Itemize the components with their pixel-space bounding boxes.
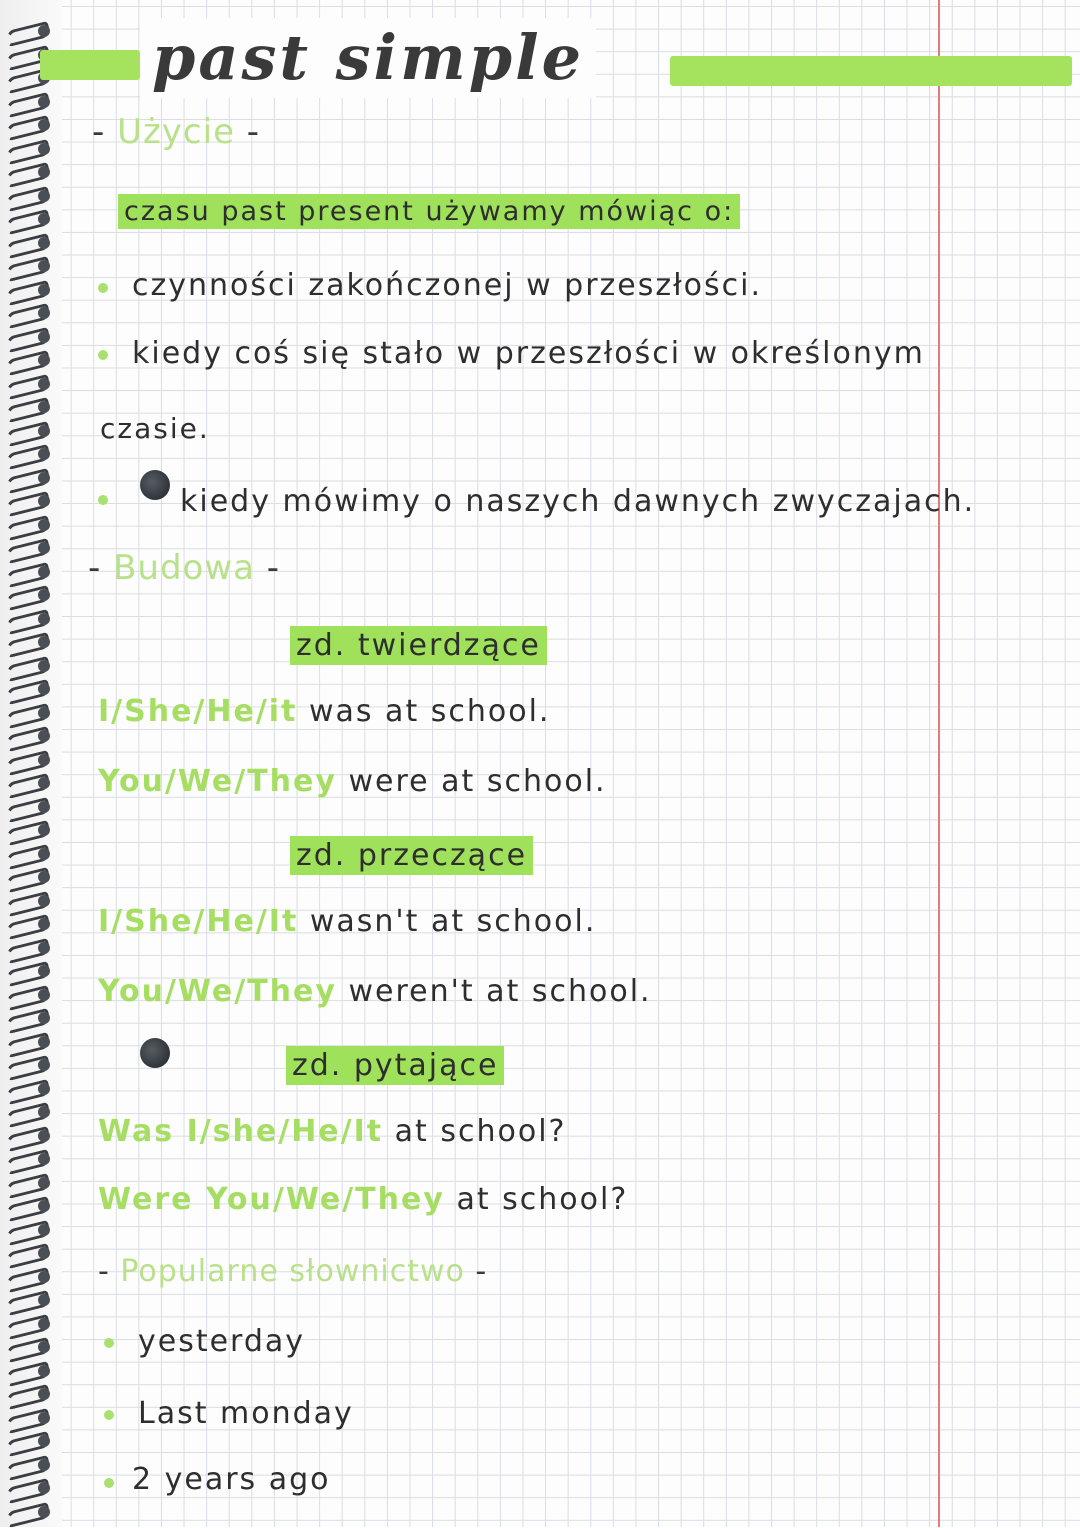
spiral-hole — [38, 96, 50, 108]
spiral-ring — [6, 24, 52, 38]
spiral-hole — [38, 566, 50, 578]
spiral-hole — [38, 989, 50, 1001]
vocab-item-1: yesterday — [138, 1324, 306, 1359]
spiral-hole — [38, 589, 50, 601]
spiral-ring — [6, 1011, 52, 1025]
spiral-hole — [38, 1247, 50, 1259]
spiral-hole — [38, 824, 50, 836]
usage-item-3: kiedy mówimy o naszych dawnych zwyczajach. — [180, 484, 976, 519]
spiral-hole — [38, 354, 50, 366]
spiral-ring — [6, 1364, 52, 1378]
spiral-ring — [6, 1293, 52, 1307]
spiral-hole — [38, 1130, 50, 1142]
spiral-ring — [6, 1411, 52, 1425]
spiral-hole — [38, 754, 50, 766]
spiral-ring — [6, 165, 52, 179]
spiral-hole — [38, 425, 50, 437]
spiral-hole — [38, 1083, 50, 1095]
spiral-hole — [38, 613, 50, 625]
question-row-1: Was I/she/He/It at school? — [98, 1114, 567, 1149]
spiral-hole — [38, 1318, 50, 1330]
spiral-ring — [6, 118, 52, 132]
spiral-hole — [38, 1271, 50, 1283]
spiral-ring — [6, 847, 52, 861]
spiral-hole — [38, 1506, 50, 1518]
spiral-ring — [6, 1152, 52, 1166]
question-row-2: Were You/We/They at school? — [98, 1182, 629, 1217]
page-title: past simple — [140, 18, 596, 98]
bullet-dot — [104, 1410, 114, 1420]
spiral-hole — [38, 636, 50, 648]
spiral-ring — [6, 823, 52, 837]
bullet-dot — [104, 1478, 114, 1488]
spiral-hole — [38, 1459, 50, 1471]
spiral-ring — [6, 330, 52, 344]
spiral-ring — [6, 306, 52, 320]
spiral-hole — [38, 1177, 50, 1189]
vocab-item-2: Last monday — [138, 1396, 354, 1431]
spiral-ring — [6, 259, 52, 273]
negative-label: zd. przeczące — [290, 838, 533, 873]
spiral-ring — [6, 518, 52, 532]
spiral-ring — [6, 894, 52, 908]
spiral-ring — [6, 1434, 52, 1448]
spiral-ring — [6, 753, 52, 767]
spiral-hole — [38, 1059, 50, 1071]
usage-heading: - Użycie - — [92, 112, 261, 152]
bullet-dot — [104, 1338, 114, 1348]
affirmative-row-1: I/She/He/it was at school. — [98, 694, 551, 729]
spiral-hole — [38, 1388, 50, 1400]
spiral-ring — [6, 612, 52, 626]
spiral-hole — [38, 660, 50, 672]
spiral-ring — [6, 870, 52, 884]
spiral-ring — [6, 659, 52, 673]
spiral-ring — [6, 283, 52, 297]
spiral-hole — [38, 213, 50, 225]
negative-row-2: You/We/They weren't at school. — [98, 974, 652, 1009]
spiral-ring — [6, 800, 52, 814]
spiral-hole — [38, 918, 50, 930]
spiral-ring — [6, 635, 52, 649]
spiral-ring — [6, 988, 52, 1002]
spiral-ring — [6, 424, 52, 438]
spiral-ring — [6, 682, 52, 696]
spiral-ring — [6, 1246, 52, 1260]
spiral-ring — [6, 353, 52, 367]
spiral-ring — [6, 588, 52, 602]
spiral-ring — [6, 494, 52, 508]
spiral-hole — [38, 1294, 50, 1306]
spiral-ring — [6, 1129, 52, 1143]
usage-item-2: kiedy coś się stało w przeszłości w określonym — [132, 336, 925, 371]
spiral-ring — [6, 1270, 52, 1284]
affirmative-label: zd. twierdzące — [290, 628, 547, 663]
spiral-ring — [6, 964, 52, 978]
spiral-ring — [6, 1082, 52, 1096]
spiral-hole — [38, 1435, 50, 1447]
spiral-ring — [6, 1481, 52, 1495]
ink-blot — [140, 1038, 170, 1068]
spiral-hole — [38, 1341, 50, 1353]
spiral-hole — [38, 871, 50, 883]
bullet-dot — [98, 283, 108, 293]
spiral-ring — [6, 541, 52, 555]
spiral-ring — [6, 1199, 52, 1213]
spiral-hole — [38, 777, 50, 789]
spiral-ring — [6, 1058, 52, 1072]
spiral-hole — [38, 1482, 50, 1494]
spiral-hole — [38, 730, 50, 742]
spiral-hole — [38, 1412, 50, 1424]
usage-item-2-cont: czasie. — [100, 412, 210, 445]
spiral-hole — [38, 119, 50, 131]
vocab-heading: - Popularne słownictwo - — [98, 1254, 488, 1289]
spiral-hole — [38, 1153, 50, 1165]
spiral-hole — [38, 965, 50, 977]
spiral-hole — [38, 1200, 50, 1212]
spiral-ring — [6, 941, 52, 955]
spiral-hole — [38, 895, 50, 907]
spiral-ring — [6, 377, 52, 391]
spiral-hole — [38, 284, 50, 296]
usage-intro: czasu past present używamy mówiąc o: — [118, 196, 740, 227]
spiral-hole — [38, 237, 50, 249]
spiral-hole — [38, 801, 50, 813]
spiral-ring — [6, 776, 52, 790]
bullet-dot — [98, 350, 108, 360]
spiral-hole — [38, 542, 50, 554]
structure-heading: - Budowa - — [88, 548, 281, 588]
spiral-ring — [6, 236, 52, 250]
spiral-hole — [38, 1365, 50, 1377]
spiral-hole — [38, 942, 50, 954]
spiral-ring — [6, 1505, 52, 1519]
bullet-dot — [98, 495, 108, 505]
spiral-hole — [38, 848, 50, 860]
ink-blot — [140, 470, 170, 500]
spiral-ring — [6, 729, 52, 743]
title-underline-right — [670, 56, 1072, 86]
spiral-hole — [38, 25, 50, 37]
usage-item-1: czynności zakończonej w przeszłości. — [132, 268, 763, 303]
spiral-ring — [6, 95, 52, 109]
spiral-hole — [38, 472, 50, 484]
spiral-binding — [0, 0, 62, 1527]
spiral-ring — [6, 400, 52, 414]
margin-line — [938, 0, 940, 1527]
spiral-ring — [6, 447, 52, 461]
spiral-ring — [6, 471, 52, 485]
spiral-hole — [38, 260, 50, 272]
spiral-ring — [6, 142, 52, 156]
spiral-hole — [38, 190, 50, 202]
spiral-hole — [38, 1106, 50, 1118]
spiral-hole — [38, 1012, 50, 1024]
spiral-hole — [38, 707, 50, 719]
vocab-item-3: 2 years ago — [132, 1462, 331, 1497]
spiral-hole — [38, 166, 50, 178]
spiral-ring — [6, 1223, 52, 1237]
spiral-ring — [6, 1387, 52, 1401]
spiral-ring — [6, 212, 52, 226]
spiral-hole — [38, 519, 50, 531]
spiral-ring — [6, 917, 52, 931]
spiral-hole — [38, 448, 50, 460]
spiral-ring — [6, 706, 52, 720]
spiral-hole — [38, 378, 50, 390]
spiral-hole — [38, 401, 50, 413]
spiral-hole — [38, 495, 50, 507]
spiral-hole — [38, 143, 50, 155]
spiral-hole — [38, 683, 50, 695]
spiral-ring — [6, 1105, 52, 1119]
question-label: zd. pytające — [286, 1048, 504, 1083]
spiral-ring — [6, 189, 52, 203]
spiral-ring — [6, 1317, 52, 1331]
spiral-hole — [38, 1036, 50, 1048]
title-underline-left — [40, 50, 140, 80]
affirmative-row-2: You/We/They were at school. — [98, 764, 607, 799]
negative-row-1: I/She/He/It wasn't at school. — [98, 904, 597, 939]
spiral-ring — [6, 565, 52, 579]
spiral-hole — [38, 331, 50, 343]
spiral-ring — [6, 1035, 52, 1049]
spiral-ring — [6, 1176, 52, 1190]
spiral-ring — [6, 1458, 52, 1472]
spiral-hole — [38, 1224, 50, 1236]
spiral-ring — [6, 1340, 52, 1354]
spiral-hole — [38, 307, 50, 319]
